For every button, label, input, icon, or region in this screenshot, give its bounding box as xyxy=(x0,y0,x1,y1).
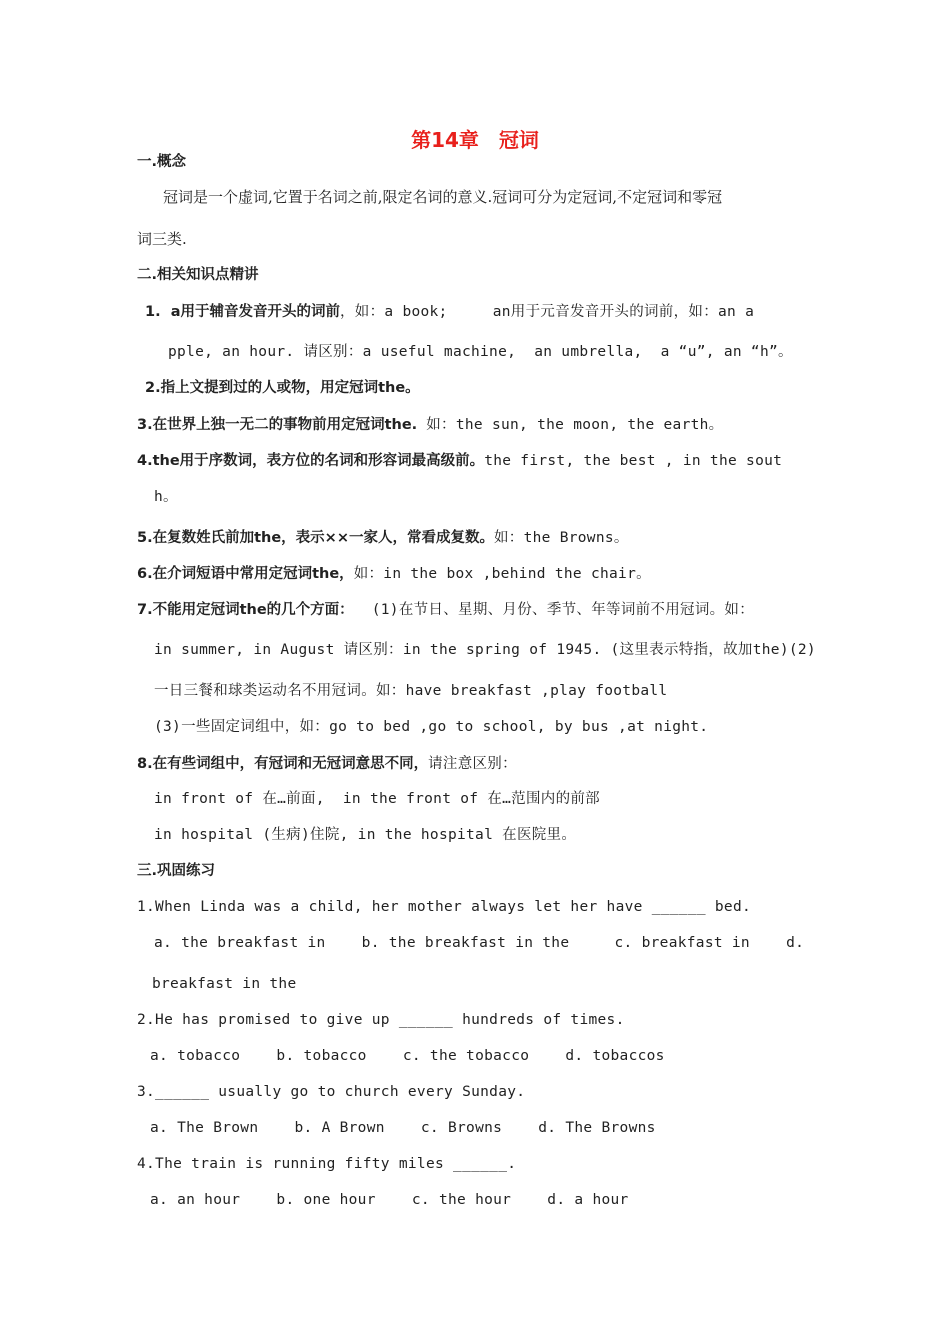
point-6-text: 如：in the box ,behind the chair。 xyxy=(353,566,651,582)
point-7-line-4: (3)一些固定词组中，如：go to bed ,go to school, by bus ,at night. xyxy=(154,719,709,735)
point-7-line-3: 一日三餐和球类运动名不用冠词。如：have breakfast ,play football xyxy=(154,683,668,699)
point-5-heading: 5.在复数姓氏前加the，表示××一家人，常看成复数。 xyxy=(137,530,494,546)
point-8-line-2: in front of 在…前面, in the front of 在…范围内的前部 xyxy=(154,791,600,807)
point-8-text: 请注意区别： xyxy=(428,756,517,772)
point-3-text: 如：the sun, the moon, the earth。 xyxy=(417,417,724,433)
question-3-options: a. The Brown b. A Brown c. Browns d. The Browns xyxy=(150,1120,656,1136)
question-1: 1.When Linda was a child, her mother always let her have ______ bed. xyxy=(137,899,752,915)
point-1-text: ，如：a book; an用于元音发音开头的词前，如：an a xyxy=(339,304,755,320)
point-3-heading: 3.在世界上独一无二的事物前用定冠词the. xyxy=(137,417,418,433)
point-7-line-2: in summer, in August 请区别：in the spring of 1945. (这里表示特指，故加the)(2) xyxy=(154,642,816,658)
point-5 xyxy=(137,527,629,548)
question-3: 3.______ usually go to church every Sunday. xyxy=(137,1084,526,1100)
point-5-text: 如：the Browns。 xyxy=(493,530,629,546)
point-4-text: the first, the best , in the sout xyxy=(484,453,783,469)
concept-paragraph-line-1: 冠词是一个虚词,它置于名词之前,限定名词的意义.冠词可分为定冠词,不定冠词和零冠 xyxy=(163,188,723,206)
point-7 xyxy=(137,599,754,620)
question-4-options: a. an hour b. one hour c. the hour d. a hour xyxy=(150,1192,629,1208)
point-7-heading: 7.不能用定冠词the的几个方面： xyxy=(137,602,354,618)
point-1-continuation: pple, an hour. 请区别：a useful machine, an umbrella, a “u”, an “h”。 xyxy=(168,344,793,360)
point-1 xyxy=(145,301,754,322)
point-7-text: (1)在节日、星期、月份、季节、年等词前不用冠词。如： xyxy=(353,602,755,618)
point-1-heading: 1. a用于辅音发音开头的词前 xyxy=(145,304,340,320)
question-1-options-continuation: breakfast in the xyxy=(152,976,297,992)
section-heading-knowledge: 二.相关知识点精讲 xyxy=(137,267,259,283)
question-2: 2.He has promised to give up ______ hundreds of times. xyxy=(137,1012,625,1028)
section-heading-exercises: 三.巩固练习 xyxy=(137,863,216,879)
point-4-heading: 4.the用于序数词，表方位的名词和形容词最高级前。 xyxy=(137,453,485,469)
point-4-continuation: h。 xyxy=(154,489,178,505)
question-4: 4.The train is running fifty miles ______. xyxy=(137,1156,517,1172)
point-8-line-3: in hospital (生病)住院, in the hospital 在医院里。 xyxy=(154,827,577,843)
point-8 xyxy=(137,753,517,774)
question-2-options: a. tobacco b. tobacco c. the tobacco d. tobaccos xyxy=(150,1048,665,1064)
point-4 xyxy=(137,450,782,471)
point-8-heading: 8.在有些词组中，有冠词和无冠词意思不同， xyxy=(137,756,429,772)
section-heading-concept: 一.概念 xyxy=(137,154,187,170)
page-title: 第14章 冠词 xyxy=(411,128,539,152)
point-6-heading: 6.在介词短语中常用定冠词the， xyxy=(137,566,354,582)
point-2-heading: 2.指上文提到过的人或物，用定冠词the。 xyxy=(145,380,420,396)
point-6 xyxy=(137,563,651,584)
concept-paragraph-line-2: 词三类. xyxy=(137,230,187,248)
point-3 xyxy=(137,414,723,435)
question-1-options: a. the breakfast in b. the breakfast in the c. breakfast in d. xyxy=(154,935,805,951)
